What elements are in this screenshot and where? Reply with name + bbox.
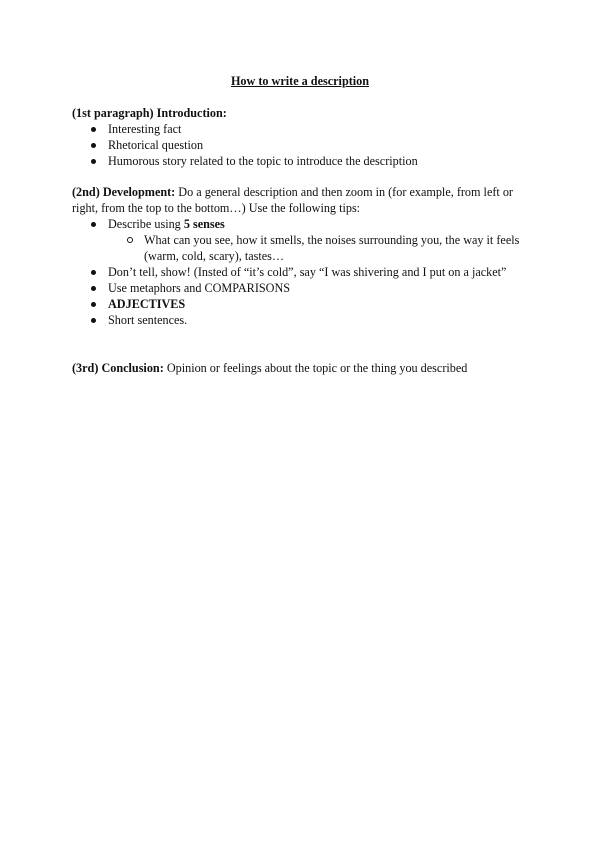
list-item-text: Rhetorical question xyxy=(108,138,204,152)
bullet-icon xyxy=(91,302,96,307)
list-item xyxy=(72,153,532,169)
senses-sublist xyxy=(108,232,532,264)
hollow-bullet-icon xyxy=(127,237,133,243)
bullet-icon xyxy=(91,127,96,132)
bullet-icon xyxy=(91,270,96,275)
list-item xyxy=(72,137,532,153)
section-conclusion xyxy=(72,360,532,376)
list-item-text: Short sentences. xyxy=(108,313,188,327)
list-item-text: Interesting fact xyxy=(108,122,182,136)
bullet-icon xyxy=(91,159,96,164)
section-development xyxy=(72,184,532,328)
conclusion-heading: (3rd) Conclusion: xyxy=(72,361,164,375)
conclusion-paragraph xyxy=(72,360,532,376)
senses-bold: 5 senses xyxy=(183,217,225,231)
adjectives-text: ADJECTIVES xyxy=(108,297,186,311)
list-item-text: Don’t tell, show! (Insted of “it’s cold”, say “I was shivering and I put on a jacket” xyxy=(108,265,507,279)
section-introduction xyxy=(72,105,532,169)
list-item-text: Use metaphors and COMPARISONS xyxy=(108,281,291,295)
list-item xyxy=(72,216,532,264)
senses-prefix: Describe using xyxy=(108,217,184,231)
introduction-heading xyxy=(72,105,532,121)
list-item xyxy=(72,312,532,328)
development-paragraph xyxy=(72,184,532,216)
development-heading: (2nd) Development: xyxy=(72,185,176,199)
introduction-heading-text: (1st paragraph) Introduction: xyxy=(72,106,227,120)
list-item xyxy=(72,296,532,312)
bullet-icon xyxy=(91,143,96,148)
development-body: Do a general description and then zoom in (for example, from left or right, from the top to the bottom…) Use the following tips: xyxy=(72,185,513,215)
development-list xyxy=(72,216,532,328)
list-item xyxy=(72,264,532,280)
list-item xyxy=(72,121,532,137)
introduction-list xyxy=(72,121,532,169)
sub-list-item-text: What can you see, how it smells, the noises surrounding you, the way it feels (warm, cold, scary), tastes… xyxy=(144,233,520,263)
sub-list-item xyxy=(108,232,532,264)
page-title: How to write a description xyxy=(230,74,370,88)
list-item xyxy=(72,280,532,296)
conclusion-body: Opinion or feelings about the topic or the thing you described xyxy=(163,361,468,375)
bullet-icon xyxy=(91,222,96,227)
list-item-text: Humorous story related to the topic to introduce the description xyxy=(108,154,418,168)
bullet-icon xyxy=(91,286,96,291)
bullet-icon xyxy=(91,318,96,323)
